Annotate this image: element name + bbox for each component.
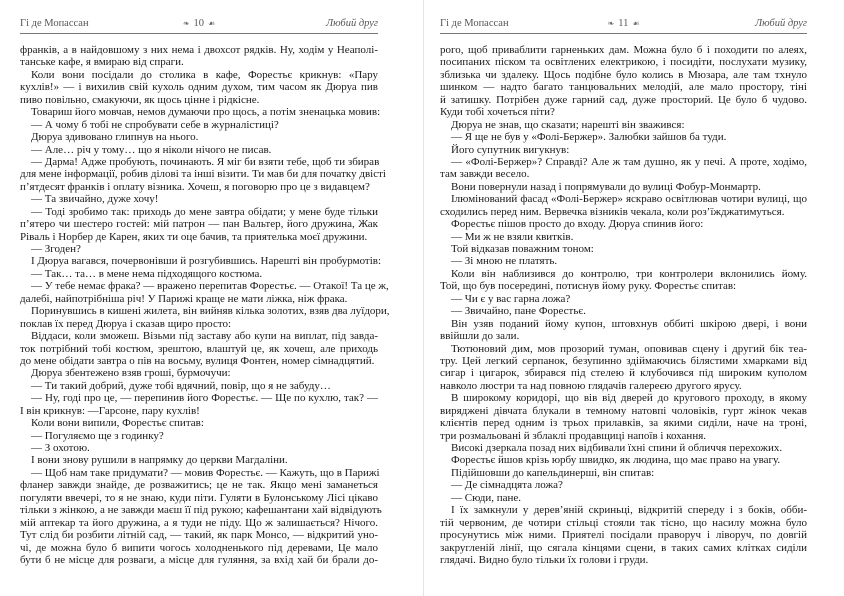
paragraph <box>440 181 807 193</box>
text-line: І вони знову рушили в напрямку до церкви Магдаліни. <box>31 454 288 467</box>
text-line: — Так… та… в мене нема підходящого костюма. <box>31 267 263 280</box>
text-line: танське кафе, я вмираю від спраги. <box>20 56 184 69</box>
text-line: Тютюновий дим, мов прозорий туман, оповивав сцену і другий бік теа- <box>451 342 807 355</box>
header-author: Гі де Мопассан <box>440 18 509 29</box>
paragraph <box>440 119 807 131</box>
paragraph <box>440 243 807 255</box>
text-line: ток потрібний тобі костюм, зрештою, влаштуй це, як хочеш, але приходь <box>20 342 378 355</box>
text-line: далебі, найпотрібніша річ! У Парижі краще не мати ліжка, ніж фрака. <box>20 292 348 305</box>
text-line: — Тоді зробимо так: приходь до мене завтра обідати; у мене буде тільки <box>31 205 378 218</box>
text-line: чі, де можна було б випити чогось холодненького під деревами, Це мало <box>20 541 378 554</box>
paragraph <box>440 504 807 566</box>
text-line: — Згоден? <box>31 243 81 255</box>
text-line: сходились перед ним. Вервечка візників чекала, коли роз’їжджатимуться. <box>440 205 785 218</box>
text-line: сигар і цигарок, збирався під стелею й клубочився під широким куполом <box>440 367 807 380</box>
paragraph <box>20 193 378 205</box>
text-line: бути б не місце для розваги, а місце для гуляння, за вхід хай би брали до- <box>20 553 378 566</box>
text-line: Дюруа збентежено взяв гроші, бурмочучи: <box>31 367 231 380</box>
header-author: Гі де Мопассан <box>20 18 89 29</box>
paragraph <box>440 156 807 181</box>
text-line: Дюруа здивовано глипнув на нього. <box>31 131 199 144</box>
page-right <box>440 0 807 596</box>
header-rule <box>20 33 378 34</box>
text-line: — «Фолі-Бержер»? Справді? Але ж там душно, як у печі. А проте, ходімо, <box>451 155 807 168</box>
paragraph <box>20 380 378 392</box>
text-line: три розмальовані й зблаклі продавщиці напоїв і кохання. <box>440 429 707 442</box>
text-line: кухлів!» — і вихилив свій кухоль одним духом, тим часом як Дюруа пив <box>20 81 378 94</box>
text-line: й затишку. Потрібен дуже гарний сад, дуже просторий. Це було б чудово. <box>440 93 807 106</box>
paragraph <box>20 243 378 255</box>
text-line: І їх замкнули у дерев’яній скриньці, відкритій спереду і з боків, обби- <box>451 504 807 517</box>
text-line: рого, щоб приваблити гарненьких дам. Можна було б і походити по алеях, <box>440 44 807 56</box>
text-line: І Дюруа вагався, почервонівши й розгубившись. Нарешті він пробурмотів: <box>31 255 382 268</box>
text-line: франків, а в найдовшому з них нема і двохсот рядків. Ну, ходім у Неаполі- <box>20 44 378 56</box>
paragraph <box>440 442 807 454</box>
text-line: — Але… річ у тому… що я ніколи нічого не писав. <box>31 143 272 156</box>
text-line: В широкому коридорі, що вів від дверей до кругового проходу, в якому <box>451 392 807 405</box>
ornament-icon: ☙ <box>632 19 640 28</box>
page-left <box>20 0 390 596</box>
text-line: — А чому б тобі не спробувати себе в журналістиці? <box>31 118 279 131</box>
text-line: Той, що був посередині, потиснув йому руку. Форестьє спитав: <box>440 280 737 293</box>
text-line: тільки з жінкою, а не завжди маєш її під рукою; кафешантани хай відвідують <box>20 504 382 517</box>
paragraph <box>20 268 378 280</box>
text-line: просунутись між ними. Приятелі посідали праворуч і ліворуч, по довгій <box>440 529 807 542</box>
text-line: клієнтів перед одним із трьох прилавків, за якими сиділи, наче на троні, <box>440 417 807 430</box>
paragraph <box>440 392 807 442</box>
page-number <box>440 18 807 29</box>
text-line: посипаних піском та освітлених електрикою, і посидіти, послухати музику, <box>440 56 807 69</box>
paragraph <box>20 442 378 454</box>
text-line: до мене обідати завтра о пів на восьму, вулиця Фонтен, номер сімнадцятий. <box>20 354 375 367</box>
text-line: Дюруа не знав, що сказати; нарешті він зважився: <box>451 118 685 131</box>
text-line: пиво повільно, смакуючи, як щось цінне і рідкісне. <box>20 93 260 106</box>
header-rule <box>440 33 807 34</box>
paragraph <box>20 119 378 131</box>
text-line: Тут слід би розбити літній сад, — такий, як парк Монсо, — відкритий уно- <box>20 529 378 542</box>
paragraph <box>440 293 807 305</box>
text-line: Поринувшись в кишені жилета, він вийняв кілька золотих, взяв два луїдори, <box>31 305 390 318</box>
paragraph <box>20 206 378 243</box>
paragraph <box>20 131 378 143</box>
text-line: Ілюмінований фасад «Фолі-Бержер» яскраво освітлював чотири вулиці, що <box>451 193 807 206</box>
text-line: — Ти такий добрий, дуже тобі вдячний, повір, що я не забуду… <box>31 379 331 392</box>
text-line: Віддаси, коли зможеш. Візьми під заставу або купи на виплат, під завда- <box>31 330 378 343</box>
paragraph <box>440 193 807 218</box>
text-line: Форестьє пішов просто до входу. Дюруа спинив його: <box>451 218 704 231</box>
text-line: шинком — надто багато танцювальних мелодій, але мало простору, тіні <box>440 81 807 94</box>
paragraph <box>440 492 807 504</box>
text-line: Той відказав поважним тоном: <box>451 243 594 255</box>
paragraph <box>20 69 378 106</box>
header-book-title: Любий друг <box>326 18 378 29</box>
paragraph <box>440 305 807 317</box>
paragraph <box>440 268 807 293</box>
text-line: — Ми ж не взяли квитків. <box>451 230 574 243</box>
text-line: зблизька чи здалеку. Щось подібне було колись в Мюзара, але там тхнуло <box>440 68 807 81</box>
text-line: — Ну, годі про це, — перепинив його Форестьє. — Ще по кухлю, так? — <box>31 392 378 405</box>
paragraph <box>20 44 378 69</box>
text-line: тру. Цей легкий серпанок, безупинно здіймаючись білястими хмарками від <box>440 354 807 367</box>
paragraph <box>440 44 807 119</box>
paragraph <box>20 280 389 305</box>
paragraph <box>20 392 378 417</box>
ornament-icon: ❧ <box>182 19 190 28</box>
text-line: фланер завжди знайде, де розважитись; це не так. Якщо мені заманеться <box>20 479 378 492</box>
paragraph <box>440 218 807 230</box>
text-line: Коли вони випили, Форестьє спитав: <box>31 417 204 430</box>
text-line: для мене інформації, робив ділові та інші візити. Ти мав би для початку двісті <box>20 168 386 181</box>
text-line: — Чи є у вас гарна ложа? <box>451 292 571 305</box>
header-book-title: Любий друг <box>755 18 807 29</box>
text-line: Високі дзеркала позад них відбивали їхні спини й обличчя перехожих. <box>451 442 783 454</box>
text-line: — Сюди, пане. <box>451 491 522 504</box>
paragraph <box>440 231 807 243</box>
text-line: там завжди весело. <box>440 168 530 181</box>
text-line: погуляти ввечері, то я не знаю, куди піти. Гуляти в Булонському Лісі цікаво <box>20 491 378 504</box>
page-gutter <box>423 0 424 596</box>
page-body <box>440 44 807 566</box>
paragraph <box>440 255 807 267</box>
paragraph <box>20 417 378 429</box>
text-line: Коли вони посідали до столика в кафе, Форестьє крикнув: «Пару <box>31 68 378 81</box>
ornament-icon: ❧ <box>607 19 615 28</box>
text-line: Форестьє йшов крізь юрбу швидко, як людина, що має право на увагу. <box>451 454 781 467</box>
paragraph <box>20 305 390 330</box>
paragraph <box>20 454 378 466</box>
paragraph <box>20 430 378 442</box>
text-line: — З охотою. <box>31 442 90 454</box>
text-line: — Зі мною не платять. <box>451 255 558 268</box>
paragraph <box>20 255 382 268</box>
text-line: Підійшовши до капельдинерші, він спитав: <box>451 466 655 479</box>
page-body <box>20 44 390 566</box>
text-line: Куди тобі хочеться піти? <box>440 106 555 119</box>
page-number-value: 10 <box>193 18 205 29</box>
paragraph <box>20 106 381 119</box>
running-header <box>440 18 807 32</box>
text-line: поклав їх перед Дюруа і сказав щиро просто: <box>20 317 232 330</box>
text-line: — Я ще не був у «Фолі-Бержер». Залюбки зайшов ба туди. <box>451 131 727 144</box>
ornament-icon: ☙ <box>208 19 216 28</box>
text-line: — Дарма! Адже пробують, починають. Я міг би взяти тебе, щоб ти збирав <box>31 155 380 168</box>
paragraph <box>440 144 807 156</box>
paragraph <box>20 466 382 567</box>
page-number <box>20 18 378 29</box>
paragraph <box>440 131 807 143</box>
page-number-value: 11 <box>618 18 629 29</box>
paragraph <box>20 367 378 379</box>
text-line: — У тебе немає фрака? — вражено перепитав Форестьє. — Отакої! Та це ж, <box>31 280 389 293</box>
text-line: ввійшли до зали. <box>440 330 520 343</box>
text-line: навколо люстри та над повною глядачів галереєю другого ярусу. <box>440 379 742 392</box>
text-line: Ріваль і Норбер де Карен, яких ти оце бачив, та приятелька моєї дружини. <box>20 230 368 243</box>
paragraph <box>20 155 386 193</box>
text-line: — Де сімнадцята ложа? <box>451 479 563 492</box>
text-line: п’ятдесят франків і оплату візника. Хочеш, я поговорю про це з видавцем? <box>20 180 370 193</box>
text-line: закругленій лінії, що сягала кінцями сцени, в таких самих клітках сиділи <box>440 541 807 554</box>
text-line: Коли він наблизився до контролю, три контролери вклонились йому. <box>451 267 807 280</box>
text-line: тій червоним, де чотири стільці стояли так тісно, що насилу можна було <box>440 516 807 529</box>
text-line: І він крикнув: —Гарсоне, пару кухлів! <box>20 404 200 417</box>
text-line: мій аптекар та його дружина, а я туди не піду. Що ж залишається? Нічого. <box>20 516 378 529</box>
paragraph <box>440 343 807 393</box>
paragraph <box>440 479 807 491</box>
paragraph <box>440 467 807 479</box>
text-line: глядачі. Видно було тільки їх голови і груди. <box>440 553 649 566</box>
text-line: — Погуляємо ще з годинку? <box>31 429 164 442</box>
text-line: виряджені дівчата блукали в темному натовпі чоловіків, гурт жінок чекав <box>440 404 807 417</box>
text-line: — Та звичайно, дуже хочу! <box>31 193 159 206</box>
paragraph <box>440 454 807 466</box>
text-line: Його супутник вигукнув: <box>451 143 570 156</box>
text-line: — Звичайно, пане Форестьє. <box>451 305 586 318</box>
running-header <box>20 18 378 32</box>
paragraph <box>20 330 378 367</box>
text-line: Він узяв поданий йому купон, штовхнув оббиті шкірою двері, і вони <box>451 317 807 330</box>
text-line: Вони повернули назад і попрямували до вулиці Фобур-Монмартр. <box>451 180 761 193</box>
paragraph <box>20 144 378 156</box>
text-line: Товариш його мовчав, немов думаючи про щось, а потім зненацька мовив: <box>31 106 381 119</box>
text-line: п’ятеро чи шестеро гостей: мій патрон — пан Вальтер, його дружина, Жак <box>20 218 378 231</box>
text-line: — Щоб нам таке придумати? — мовив Форестьє. — Кажуть, що в Парижі <box>31 466 380 479</box>
paragraph <box>440 318 807 343</box>
